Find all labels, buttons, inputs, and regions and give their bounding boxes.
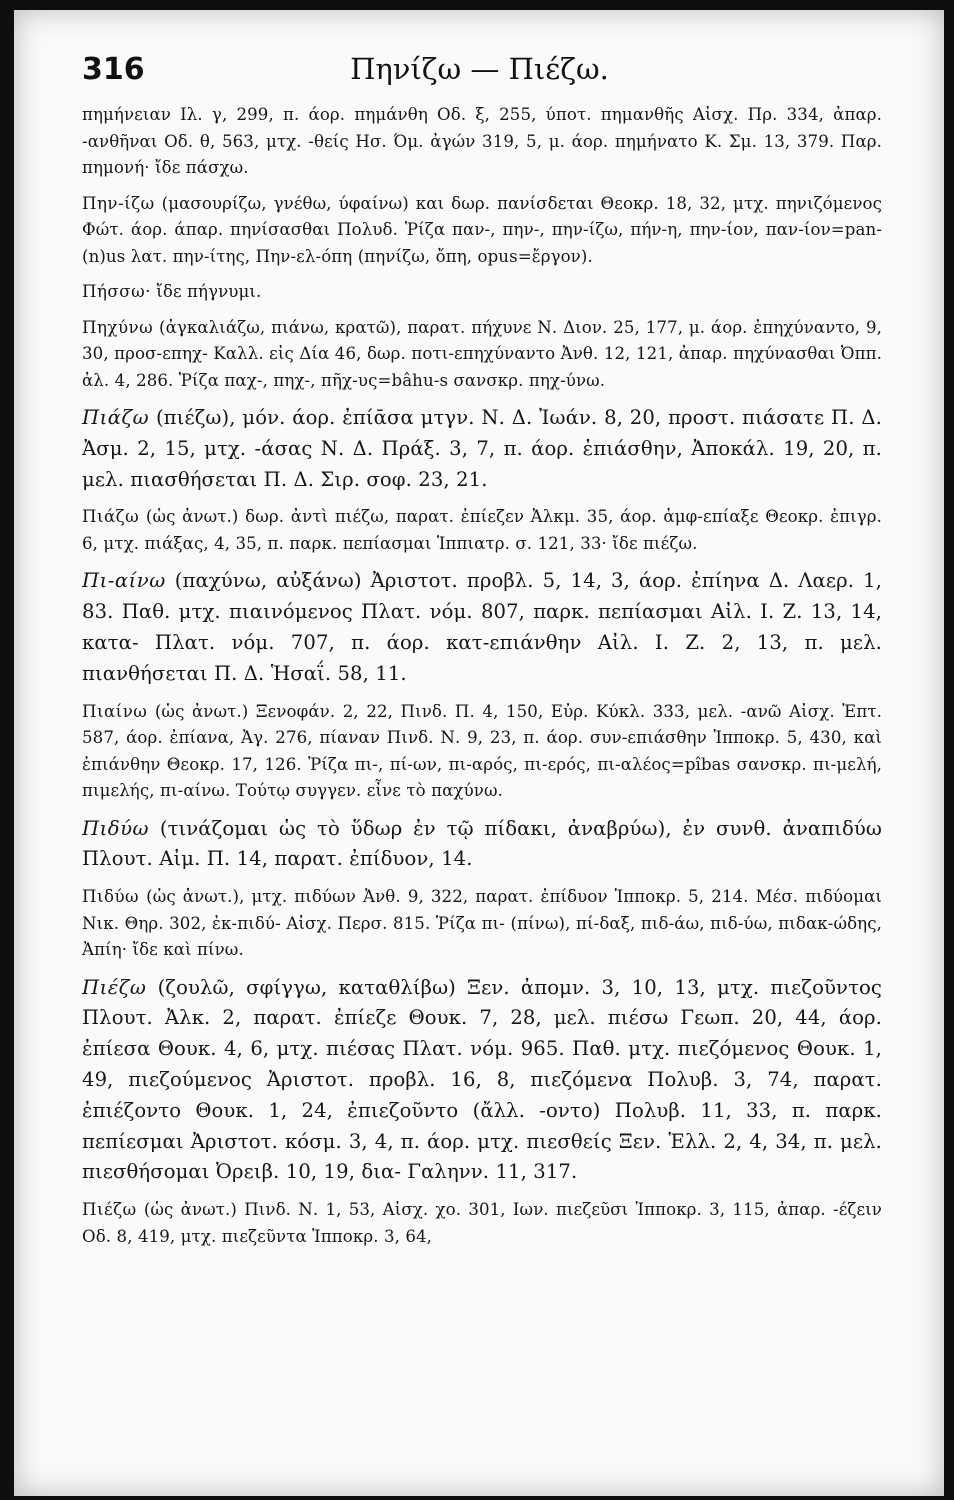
entry-piaino-2 (82, 699, 882, 805)
entry-headword: Πιέζω (82, 1200, 137, 1220)
entry-text: (ὡς ἀνωτ.) Ξενοφάν. 2, 22, Πινδ. Π. 4, 150, Εὐρ. Κύκλ. 333, μελ. -ανῶ Αἰσχ. Ἑπτ. 587, άορ. ἐπίανα, Ἀγ. 276, πίαναν Πινδ. Ν. 9, 23, π. άορ. συν-επιάσθην Ἱπποκρ. 5, 430, καὶ ἐπιάνθην Θεοκρ. 17, 126. Ῥίζα πι-, πί-ων, πι-αρός, πι-ερός, πι-αλέος=pîbas σανσκρ. πι-μελή, πιμελής, πι-αίνω. Τούτῳ συγγεν. εἶνε τὸ παχύνω. (82, 701, 882, 801)
entry-headword: Πιαίνω (82, 701, 148, 721)
entry-text: (μασουρίζω, γνέθω, ύφαίνω) και δωρ. πανίσδεται Θεοκρ. 18, 32, μτχ. πηνιζόμενος Φώτ. άορ. άπαρ. πηνίσασθαι Πολυδ. Ῥίζα παν-, πην-, πην-ίζω, πήν-η, πην-ίον, παν-ίον=pan-(n)us λατ. πην-ίτης, Πην-ελ-όπη (πηνίζω, ὄπη, opus=ἔργον). (82, 193, 883, 266)
entry-pimaino-cont (82, 102, 882, 182)
entry-text: (ζουλῶ, σφίγγω, καταθλίβω) Ξεν. ἀπομν. 3, 10, 13, μτχ. πιεζοῦντος Πλουτ. Ἀλκ. 2, παρατ. ἐπίεζε Θουκ. 7, 28, μελ. πιέσω Γεωπ. 20, 44, άορ. ἐπίεσα Θουκ. 4, 6, μτχ. πιέσας Πλατ. νόμ. 965. Παθ. μτχ. πιεζόμενος Θουκ. 1, 49, πιεζούμενος Ἀριστοτ. προβλ. 16, 8, πιεζόμενα Πολυβ. 3, 74, παρατ. ἐπιέζοντο Θουκ. 1, 24, ἐπιεζοῦντο (ἄλλ. -οντο) Πολυβ. 11, 33, π. παρκ. πεπίεσμαι Ἀριστοτ. κόσμ. 3, 4, π. άορ. μτχ. πιεσθείς Ξεν. Ἑλλ. 2, 4, 34, π. μελ. πιεσθήσομαι Ὀρειβ. 10, 19, δια- Γαληνν. 11, 317. (82, 975, 882, 1184)
dictionary-entries (82, 102, 882, 1259)
entry-headword: Πιδύω (82, 887, 140, 907)
page-number: 316 (82, 52, 145, 87)
entry-pidyo (82, 814, 882, 876)
entry-pichyno (82, 315, 882, 395)
entry-headword: Πιάζω (82, 406, 150, 429)
entry-text: (ὡς ἀνωτ.), μτχ. πιδύων Ἀνθ. 9, 322, παρατ. ἐπίδυον Ἱπποκρ. 5, 214. Μέσ. πιδύομαι Νικ. Θηρ. 302, ἐκ-πιδύ- Αἰσχ. Περσ. 815. Ῥίζα πι- (πίνω), πί-δαξ, πιδ-άω, πιδ-ύω, πιδακ-ώδης, Ἀπίη· ἴδε καὶ πίνω. (82, 887, 882, 960)
entry-pisso (82, 279, 882, 306)
entry-piazo-dor (82, 504, 882, 557)
entry-text: ἴδε πήγνυμι. (156, 282, 262, 301)
dictionary-page (14, 10, 944, 1496)
entry-text: (τινάζομαι ὡς τὸ ὕδωρ ἐν τῷ πίδακι, ἀναβρύω), ἐν συνθ. ἀναπιδύω Πλουτ. Αἰμ. Π. 14, παρατ. ἐπίδυον, 14. (82, 816, 882, 871)
entry-headword: Πιέζω (82, 975, 147, 999)
entry-headword: Πιδύω (82, 816, 149, 840)
entry-text: (ἀγκαλιάζω, πιάνω, κρατῶ), παρατ. πήχυνε Ν. Διον. 25, 177, μ. άορ. ἐπηχύναντο, 9, 30, προσ-επηχ- Καλλ. εἰς Δία 46, δωρ. ποτι-επηχύναντο Ἀνθ. 12, 121, ἀπαρ. πηχύνασθαι Ὀππ. ἁλ. 4, 286. Ῥίζα παχ-, πηχ-, πῆχ-υς=bâhu-s σανσκρ. πηχ-ύνω. (82, 317, 883, 390)
entry-pinizo (82, 191, 882, 271)
entry-text: (παχύνω, αὐξάνω) Ἀριστοτ. προβλ. 5, 14, 3, άορ. ἐπίηνα Δ. Λαερ. 1, 83. Παθ. μτχ. πιαινόμενος Πλατ. νόμ. 807, παρκ. πεπίασμαι Αἰλ. Ι. Ζ. 13, 14, κατα- Πλατ. νόμ. 707, π. άορ. κατ-επιάνθην Αἰλ. Ι. Ζ. 2, 13, π. μελ. πιανθήσεται Π. Δ. Ἡσαΐ. 58, 11. (82, 569, 882, 685)
entry-headword: Πήσσω· (82, 282, 151, 301)
entry-piazo (82, 403, 882, 495)
entry-headword: Πι-αίνω (82, 569, 166, 593)
entry-text: (ὡς ἀνωτ.) δωρ. ἀντὶ πιέζω, παρατ. ἐπίεζεν Ἀλκμ. 35, άορ. ἀμφ-επίαξε Θεοκρ. ἐπιγρ. 6, μτχ. πιάξας, 4, 35, π. παρκ. πεπίασμαι Ἱππιατρ. σ. 121, 33· ἴδε πιέζω. (82, 507, 882, 553)
entry-text: (ὡς ἀνωτ.) Πινδ. Ν. 1, 53, Αἰσχ. χο. 301, Ιων. πιεζεῦσι Ἱπποκρ. 3, 115, ἀπαρ. -έζειν Οδ. 8, 419, μτχ. πιεζεῦντα Ἱπποκρ. 3, 64, (82, 1200, 882, 1246)
entry-text: πημήνειαν Ιλ. γ, 299, π. άορ. πημάνθη Οδ. ξ, 255, ύποτ. πημανθῆς Αἰσχ. Πρ. 334, ἀπαρ. -ανθῆναι Οδ. θ, 563, μτχ. -θείς Ησ. Όμ. ἀγών 319, 5, μ. άορ. πημήνατο Κ. Σμ. 13, 379. Παρ. πημονή· ἴδε πάσχω. (82, 105, 882, 177)
entry-pidyo-2 (82, 884, 882, 964)
entry-piaino (82, 566, 882, 689)
entry-piezo-2 (82, 1197, 882, 1250)
running-title: Πηνίζω — Πιέζω. (350, 52, 609, 86)
entry-piezo (82, 973, 882, 1189)
entry-headword: Πην-ίζω (82, 193, 155, 213)
page-header (82, 52, 877, 96)
entry-headword: Πιάζω (82, 507, 140, 527)
entry-headword: Πηχύνω (82, 317, 154, 337)
entry-text: (πιέζω), μόν. άορ. ἐπίᾱσα μτγν. Ν. Δ. Ἰωάν. 8, 20, προστ. πιάσατε Π. Δ. Ἀσμ. 2, 15, μτχ. -άσας Ν. Δ. Πράξ. 3, 7, π. άορ. ἐπιάσθην, Ἀποκάλ. 19, 20, π. μελ. πιασθήσεται Π. Δ. Σιρ. σοφ. 23, 21. (82, 406, 882, 491)
